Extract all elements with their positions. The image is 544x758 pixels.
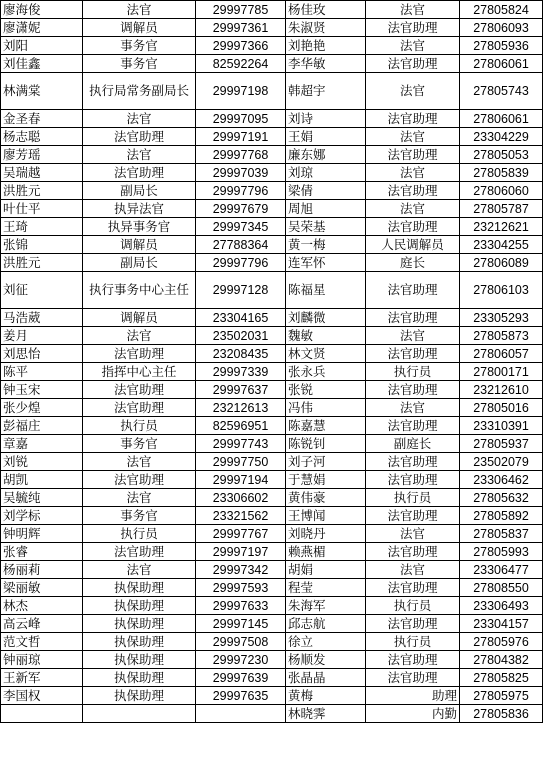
table-row [1,687,543,705]
right-phone-cell: 27805873 [460,327,543,345]
table-row [1,309,543,327]
right-position-cell: 法官 [366,399,460,417]
table-row [1,561,543,579]
left-position-cell: 执行事务中心主任 [83,272,196,309]
right-phone-cell: 27805976 [460,633,543,651]
right-phone-cell: 27805743 [460,73,543,110]
right-name-cell: 冯伟 [286,399,366,417]
right-position-cell: 法官 [366,327,460,345]
left-name-cell: 胡凯 [1,471,83,489]
left-position-cell: 执异事务官 [83,218,196,236]
left-name-cell: 廖海俊 [1,1,83,19]
left-name-cell: 高云峰 [1,615,83,633]
right-phone-cell: 27805836 [460,705,543,723]
left-phone-cell: 82596951 [196,417,286,435]
right-phone-cell: 23212621 [460,218,543,236]
right-name-cell: 吴荣基 [286,218,366,236]
left-position-cell: 法官 [83,453,196,471]
left-position-cell [83,705,196,723]
left-phone-cell: 29997633 [196,597,286,615]
right-position-cell: 法官助理 [366,669,460,687]
left-phone-cell: 29997767 [196,525,286,543]
table-row [1,543,543,561]
left-phone-cell: 82592264 [196,55,286,73]
right-phone-cell: 27805787 [460,200,543,218]
right-position-cell: 法官 [366,73,460,110]
left-position-cell: 法官助理 [83,128,196,146]
right-position-cell: 法官助理 [366,19,460,37]
left-position-cell: 执行员 [83,417,196,435]
left-phone-cell: 23321562 [196,507,286,525]
right-phone-cell: 27806093 [460,19,543,37]
table-row [1,489,543,507]
left-phone-cell: 23306602 [196,489,286,507]
right-position-cell: 执行员 [366,597,460,615]
right-name-cell: 刘琼 [286,164,366,182]
table-row [1,579,543,597]
right-phone-cell: 27806061 [460,55,543,73]
right-phone-cell: 27806061 [460,110,543,128]
left-name-cell [1,705,83,723]
left-position-cell: 执保助理 [83,687,196,705]
right-name-cell: 张晶晶 [286,669,366,687]
right-position-cell: 法官 [366,1,460,19]
table-row [1,254,543,272]
table-row [1,164,543,182]
table-row [1,272,543,309]
right-name-cell: 朱海军 [286,597,366,615]
right-phone-cell: 27805892 [460,507,543,525]
left-name-cell: 刘征 [1,272,83,309]
left-position-cell: 法官 [83,561,196,579]
left-position-cell: 事务官 [83,507,196,525]
right-phone-cell: 27800171 [460,363,543,381]
right-name-cell: 胡娟 [286,561,366,579]
left-name-cell: 刘学标 [1,507,83,525]
left-phone-cell: 29997194 [196,471,286,489]
left-position-cell: 执保助理 [83,669,196,687]
left-phone-cell: 29997366 [196,37,286,55]
right-phone-cell: 27806057 [460,345,543,363]
right-phone-cell: 27806089 [460,254,543,272]
left-position-cell: 副局长 [83,182,196,200]
right-position-cell: 法官助理 [366,615,460,633]
left-phone-cell: 29997191 [196,128,286,146]
left-phone-cell: 29997508 [196,633,286,651]
left-name-cell: 李国权 [1,687,83,705]
left-position-cell: 法官 [83,1,196,19]
table-row [1,705,543,723]
right-position-cell: 法官助理 [366,146,460,164]
left-phone-cell: 29997095 [196,110,286,128]
right-name-cell: 林文贤 [286,345,366,363]
left-position-cell: 执异法官 [83,200,196,218]
table-row [1,1,543,19]
right-name-cell: 连军怀 [286,254,366,272]
right-position-cell: 法官 [366,128,460,146]
right-name-cell: 黄梅 [286,687,366,705]
left-phone-cell: 29997342 [196,561,286,579]
right-position-cell: 副庭长 [366,435,460,453]
left-position-cell: 指挥中心主任 [83,363,196,381]
left-phone-cell: 29997679 [196,200,286,218]
right-position-cell: 法官 [366,200,460,218]
right-name-cell: 徐立 [286,633,366,651]
table-row [1,182,543,200]
left-name-cell: 章嘉 [1,435,83,453]
right-name-cell: 陈锐钊 [286,435,366,453]
right-phone-cell: 23306462 [460,471,543,489]
right-name-cell: 周旭 [286,200,366,218]
right-name-cell: 程莹 [286,579,366,597]
table-row [1,128,543,146]
right-name-cell: 魏敏 [286,327,366,345]
left-position-cell: 法官助理 [83,471,196,489]
table-row [1,363,543,381]
right-position-cell: 法官 [366,525,460,543]
right-phone-cell: 23304255 [460,236,543,254]
right-phone-cell: 23306493 [460,597,543,615]
right-position-cell: 法官助理 [366,272,460,309]
left-phone-cell: 29997361 [196,19,286,37]
left-name-cell: 张锦 [1,236,83,254]
right-phone-cell: 27805993 [460,543,543,561]
right-name-cell: 杨佳玫 [286,1,366,19]
left-name-cell: 吴毓纯 [1,489,83,507]
left-phone-cell: 29997198 [196,73,286,110]
left-name-cell: 廖芳瑶 [1,146,83,164]
right-position-cell: 法官助理 [366,345,460,363]
right-phone-cell: 23212610 [460,381,543,399]
staff-rows [1,1,543,723]
left-position-cell: 事务官 [83,435,196,453]
right-phone-cell: 27805632 [460,489,543,507]
left-phone-cell: 29997145 [196,615,286,633]
table-row [1,146,543,164]
right-phone-cell: 27805016 [460,399,543,417]
right-position-cell: 助理 [366,687,460,705]
right-position-cell: 法官助理 [366,507,460,525]
left-name-cell: 洪胜元 [1,182,83,200]
right-phone-cell: 23304157 [460,615,543,633]
right-name-cell: 张永兵 [286,363,366,381]
left-position-cell: 法官 [83,489,196,507]
right-phone-cell: 23305293 [460,309,543,327]
left-position-cell: 调解员 [83,236,196,254]
left-phone-cell: 29997039 [196,164,286,182]
left-phone-cell [196,705,286,723]
right-name-cell: 韩超宇 [286,73,366,110]
right-position-cell: 法官助理 [366,110,460,128]
left-name-cell: 杨丽莉 [1,561,83,579]
left-name-cell: 彭福庄 [1,417,83,435]
right-name-cell: 梁倩 [286,182,366,200]
right-name-cell: 邱志航 [286,615,366,633]
left-position-cell: 执行局常务副局长 [83,73,196,110]
left-position-cell: 事务官 [83,37,196,55]
left-name-cell: 廖潇妮 [1,19,83,37]
table-row [1,615,543,633]
right-phone-cell: 27805937 [460,435,543,453]
table-row [1,55,543,73]
left-name-cell: 林杰 [1,597,83,615]
right-name-cell: 张锐 [286,381,366,399]
table-row [1,633,543,651]
right-position-cell: 执行员 [366,633,460,651]
left-name-cell: 钟明辉 [1,525,83,543]
right-position-cell: 法官助理 [366,453,460,471]
left-name-cell: 杨志聪 [1,128,83,146]
left-name-cell: 梁丽敏 [1,579,83,597]
left-phone-cell: 29997743 [196,435,286,453]
left-phone-cell: 29997785 [196,1,286,19]
left-phone-cell: 23304165 [196,309,286,327]
right-name-cell: 赖燕楣 [286,543,366,561]
right-position-cell: 法官助理 [366,55,460,73]
table-row [1,651,543,669]
left-position-cell: 执保助理 [83,651,196,669]
right-name-cell: 王博闻 [286,507,366,525]
table-row [1,37,543,55]
right-phone-cell: 27805975 [460,687,543,705]
right-name-cell: 林晓霁 [286,705,366,723]
left-name-cell: 陈平 [1,363,83,381]
right-name-cell: 黄伟豪 [286,489,366,507]
left-position-cell: 调解员 [83,309,196,327]
left-name-cell: 刘佳鑫 [1,55,83,73]
left-phone-cell: 29997128 [196,272,286,309]
right-position-cell: 执行员 [366,363,460,381]
right-name-cell: 朱淑贤 [286,19,366,37]
right-position-cell: 法官助理 [366,417,460,435]
left-phone-cell: 29997345 [196,218,286,236]
left-position-cell: 法官助理 [83,543,196,561]
table-row [1,19,543,37]
right-phone-cell: 23304229 [460,128,543,146]
right-phone-cell: 27806103 [460,272,543,309]
table-row [1,110,543,128]
left-name-cell: 金圣春 [1,110,83,128]
left-name-cell: 刘思怡 [1,345,83,363]
left-phone-cell: 29997639 [196,669,286,687]
right-name-cell: 王娟 [286,128,366,146]
table-row [1,525,543,543]
right-position-cell: 法官助理 [366,309,460,327]
table-row [1,399,543,417]
right-name-cell: 刘麟微 [286,309,366,327]
left-phone-cell: 29997796 [196,182,286,200]
right-position-cell: 人民调解员 [366,236,460,254]
left-position-cell: 法官 [83,110,196,128]
left-phone-cell: 29997796 [196,254,286,272]
right-phone-cell: 27805053 [460,146,543,164]
right-position-cell: 法官助理 [366,218,460,236]
table-row [1,236,543,254]
table-row [1,453,543,471]
left-position-cell: 事务官 [83,55,196,73]
right-name-cell: 杨顺发 [286,651,366,669]
left-position-cell: 副局长 [83,254,196,272]
left-name-cell: 张少煌 [1,399,83,417]
table-row [1,417,543,435]
left-name-cell: 姜月 [1,327,83,345]
left-phone-cell: 29997635 [196,687,286,705]
table-row [1,597,543,615]
table-row [1,381,543,399]
left-name-cell: 马浩葳 [1,309,83,327]
right-name-cell: 刘子河 [286,453,366,471]
left-name-cell: 王新军 [1,669,83,687]
right-position-cell: 法官 [366,164,460,182]
table-row [1,507,543,525]
left-name-cell: 刘阳 [1,37,83,55]
left-phone-cell: 29997230 [196,651,286,669]
table-row [1,218,543,236]
left-name-cell: 林满棠 [1,73,83,110]
right-phone-cell: 27804382 [460,651,543,669]
right-name-cell: 廉东娜 [286,146,366,164]
left-name-cell: 吴瑞越 [1,164,83,182]
table-row [1,435,543,453]
left-position-cell: 法官助理 [83,381,196,399]
left-phone-cell: 29997593 [196,579,286,597]
left-name-cell: 洪胜元 [1,254,83,272]
right-name-cell: 刘诗 [286,110,366,128]
left-phone-cell: 29997339 [196,363,286,381]
table-row [1,73,543,110]
right-position-cell: 庭长 [366,254,460,272]
right-position-cell: 内勤 [366,705,460,723]
right-phone-cell: 23306477 [460,561,543,579]
left-position-cell: 执保助理 [83,597,196,615]
left-position-cell: 法官 [83,327,196,345]
left-phone-cell: 29997768 [196,146,286,164]
left-position-cell: 法官助理 [83,345,196,363]
right-phone-cell: 23310391 [460,417,543,435]
right-position-cell: 法官助理 [366,579,460,597]
left-position-cell: 执保助理 [83,633,196,651]
right-name-cell: 刘艳艳 [286,37,366,55]
left-phone-cell: 29997637 [196,381,286,399]
left-name-cell: 范文哲 [1,633,83,651]
left-position-cell: 执保助理 [83,615,196,633]
left-phone-cell: 23212613 [196,399,286,417]
left-position-cell: 调解员 [83,19,196,37]
left-phone-cell: 23208435 [196,345,286,363]
right-position-cell: 法官助理 [366,651,460,669]
left-name-cell: 钟玉宋 [1,381,83,399]
left-position-cell: 法官助理 [83,164,196,182]
right-position-cell: 法官助理 [366,471,460,489]
left-phone-cell: 23502031 [196,327,286,345]
right-phone-cell: 27805839 [460,164,543,182]
right-phone-cell: 27808550 [460,579,543,597]
left-name-cell: 张睿 [1,543,83,561]
right-position-cell: 法官助理 [366,543,460,561]
left-phone-cell: 29997197 [196,543,286,561]
table-row [1,471,543,489]
right-phone-cell: 23502079 [460,453,543,471]
right-position-cell: 法官 [366,37,460,55]
table-row [1,200,543,218]
right-name-cell: 于慧娟 [286,471,366,489]
right-position-cell: 法官助理 [366,182,460,200]
right-name-cell: 刘晓丹 [286,525,366,543]
right-position-cell: 法官助理 [366,381,460,399]
right-phone-cell: 27805936 [460,37,543,55]
left-phone-cell: 27788364 [196,236,286,254]
table-row [1,345,543,363]
left-position-cell: 执行员 [83,525,196,543]
right-phone-cell: 27805825 [460,669,543,687]
left-name-cell: 钟丽琼 [1,651,83,669]
left-position-cell: 执保助理 [83,579,196,597]
right-position-cell: 法官 [366,561,460,579]
right-phone-cell: 27805824 [460,1,543,19]
table-row [1,327,543,345]
right-phone-cell: 27806060 [460,182,543,200]
right-name-cell: 陈嘉慧 [286,417,366,435]
table-row [1,669,543,687]
left-phone-cell: 29997750 [196,453,286,471]
left-name-cell: 刘锐 [1,453,83,471]
left-name-cell: 王琦 [1,218,83,236]
right-name-cell: 黄一梅 [286,236,366,254]
right-name-cell: 陈福星 [286,272,366,309]
right-phone-cell: 27805837 [460,525,543,543]
left-position-cell: 法官助理 [83,399,196,417]
left-name-cell: 叶仕平 [1,200,83,218]
right-name-cell: 李华敏 [286,55,366,73]
right-position-cell: 执行员 [366,489,460,507]
left-position-cell: 法官 [83,146,196,164]
